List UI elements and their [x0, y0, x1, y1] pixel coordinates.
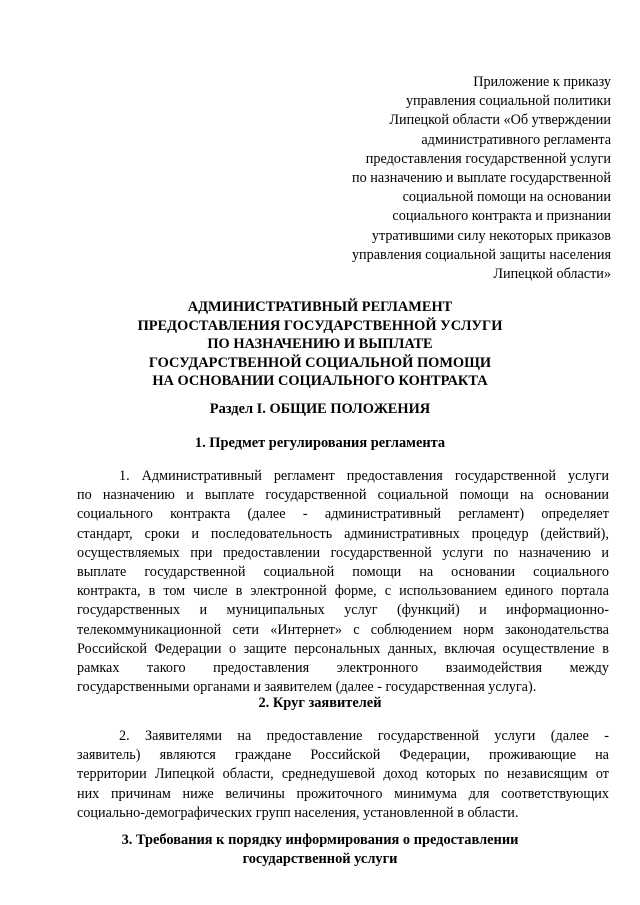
approval-line: управления социальной защиты населения — [351, 246, 611, 263]
title-line: АДМИНИСТРАТИВНЫЙ РЕГЛАМЕНТ — [187, 299, 453, 315]
approval-line: Липецкой области «Об утверждении — [389, 112, 611, 129]
subsection-2-paragraph — [77, 727, 609, 823]
paragraph-line: заявитель) являются граждане Российской Федерации, проживающие на — [77, 747, 609, 764]
subsection-3-heading — [0, 831, 640, 868]
title-line: ГОСУДАРСТВЕННОЙ СОЦИАЛЬНОЙ ПОМОЩИ — [148, 354, 492, 371]
paragraph-line: социального контракта (далее - административный регламент) определяет — [77, 506, 609, 523]
document-title — [0, 298, 640, 391]
section-heading: Раздел I. ОБЩИЕ ПОЛОЖЕНИЯ — [209, 401, 431, 417]
approval-line: по назначению и выплате государственной — [352, 170, 611, 187]
subsection-3-heading-line: государственной услуги — [242, 850, 398, 867]
paragraph-line: стандарт, сроки и последовательность административных процедур (действий), — [77, 525, 609, 542]
approval-line: Липецкой области» — [493, 266, 611, 283]
paragraph-line: Российской Федерации о защите персональных данных, включая осуществление в — [77, 640, 609, 657]
approval-block — [311, 73, 611, 284]
paragraph-line: по назначению и выплате государственной социальной помощи на основании — [77, 487, 609, 504]
approval-line: социального контракта и признании — [392, 208, 611, 225]
paragraph-line: социально-демографических групп населения, установленной в области. — [77, 804, 519, 821]
approval-line: административного регламента — [421, 131, 611, 148]
paragraph-line: телекоммуникационной сети «Интернет» с соблюдением норм законодательства — [77, 621, 609, 638]
paragraph-line: контракта, в том числе в электронной форме, с использованием единого портала — [77, 583, 609, 600]
paragraph-line: рамках такого предоставления электронного взаимодействия между — [77, 659, 609, 676]
paragraph-line: выплате государственной социальной помощи на основании социального — [77, 563, 609, 580]
paragraph-line: государственными органами и заявителем (далее - государственная услуга). — [77, 679, 537, 696]
approval-line: предоставления государственной услуги — [365, 150, 611, 167]
subsection-1-heading: 1. Предмет регулирования регламента — [194, 435, 446, 451]
approval-line: социальной помощи на основании — [402, 189, 611, 206]
paragraph-line: территории Липецкой области, среднедушевой доход которых по независящим от — [77, 766, 609, 783]
paragraph-line: 2. Заявителями на предоставление государственной услуги (далее - — [119, 728, 609, 744]
paragraph-line: 1. Административный регламент предоставления государственной услуги — [119, 468, 609, 484]
title-line: ПО НАЗНАЧЕНИЮ И ВЫПЛАТЕ — [207, 336, 433, 353]
paragraph-line: государственных и муниципальных услуг (функций) и информационно- — [77, 602, 609, 619]
approval-line: Приложение к приказу — [473, 74, 611, 90]
paragraph-line: них причинам ниже величины прожиточного минимума для соответствующих — [77, 785, 609, 802]
paragraph-line: осуществляемых при предоставлении государственной услуги по назначению и — [77, 544, 609, 561]
approval-line: управления социальной политики — [405, 93, 611, 110]
subsection-2-heading: 2. Круг заявителей — [258, 695, 382, 711]
approval-line: утратившими силу некоторых приказов — [371, 227, 611, 244]
subsection-1-paragraph — [77, 467, 609, 697]
title-line: ПРЕДОСТАВЛЕНИЯ ГОСУДАРСТВЕННОЙ УСЛУГИ — [137, 317, 503, 334]
title-line: НА ОСНОВАНИИ СОЦИАЛЬНОГО КОНТРАКТА — [152, 373, 488, 390]
subsection-3-heading-line: 3. Требования к порядку информирования о предоставлении — [121, 832, 519, 848]
